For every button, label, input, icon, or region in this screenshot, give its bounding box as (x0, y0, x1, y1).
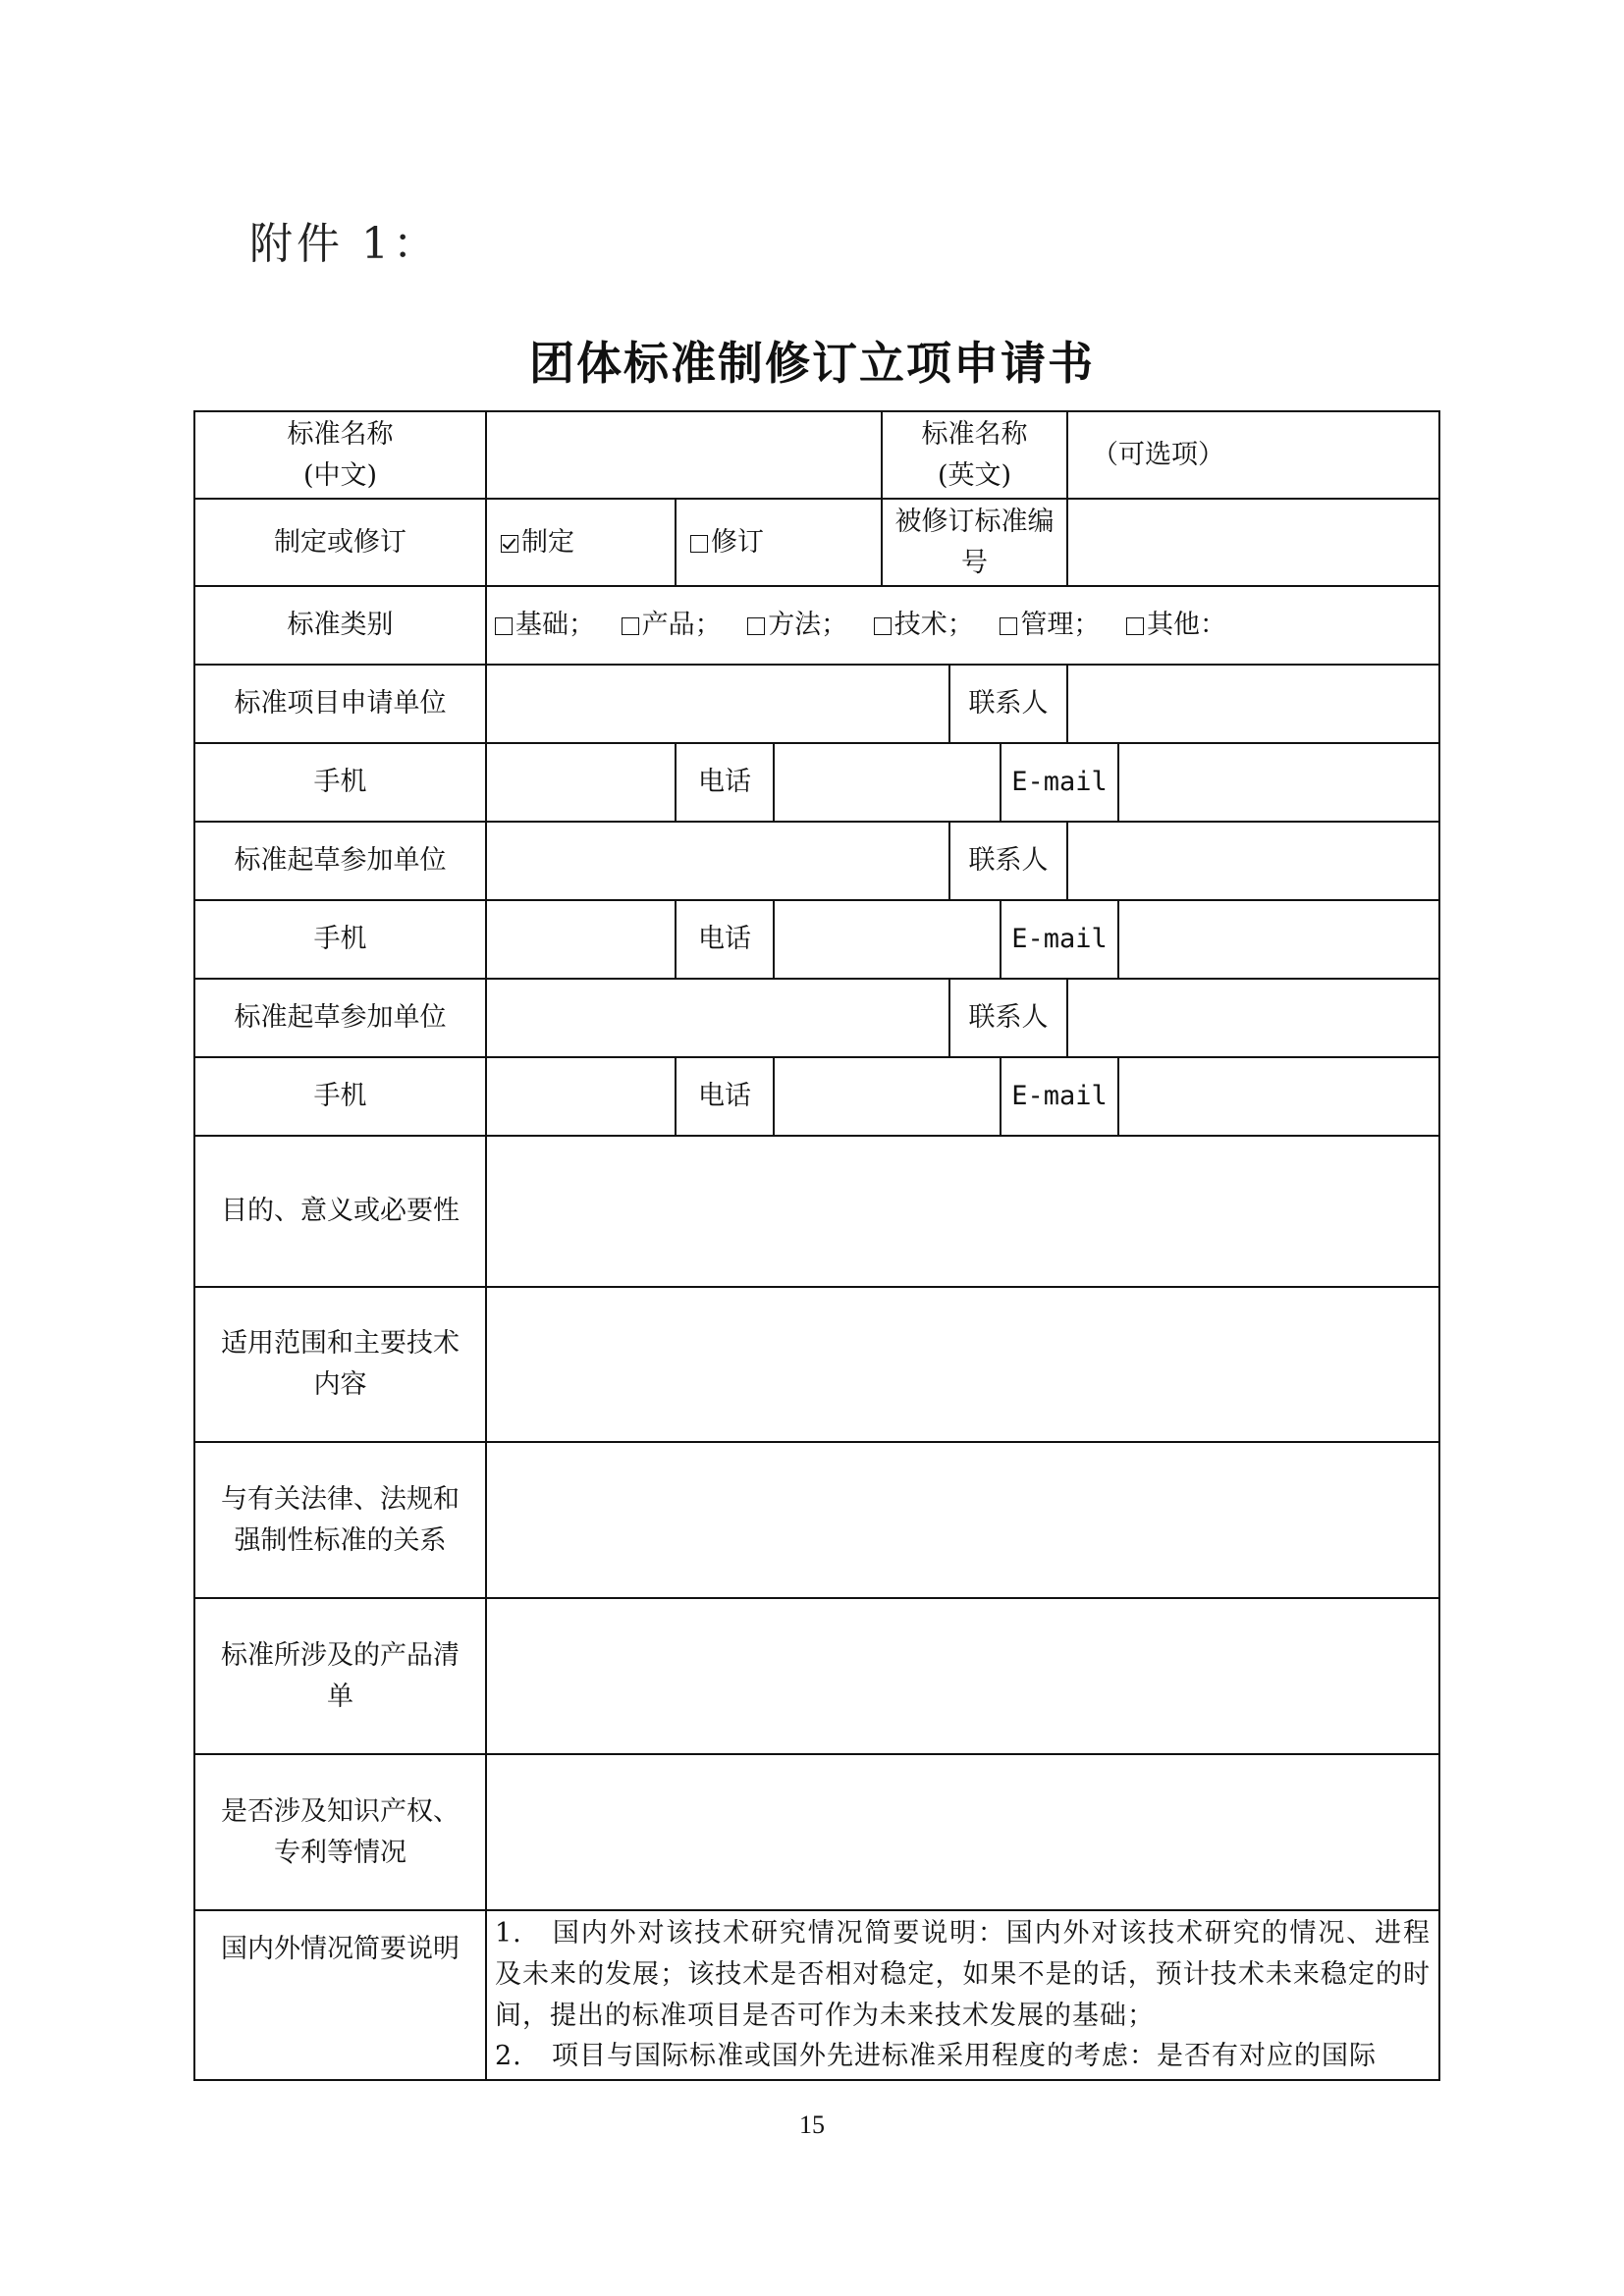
overview-item-1: 1. 国内外对该技术研究情况简要说明：国内外对该技术研究的情况、进程及未来的发展；该技术是否相对稳定，如果不是的话，预计技术未来稳定的时间，提出的标准项目是否可作为未来技术发展的基础； (495, 1917, 1431, 2031)
category-option[interactable]: 管理； (1000, 605, 1100, 646)
type-label: 制定或修订 (194, 499, 486, 586)
email-label: E-mail (1001, 900, 1118, 979)
drafter-label: 标准起草参加单位 (194, 979, 486, 1057)
email-label: E-mail (1001, 1057, 1118, 1136)
mobile-field[interactable] (486, 743, 676, 822)
law-relation-label: 与有关法律、法规和 强制性标准的关系 (194, 1442, 486, 1598)
contact-field[interactable] (1067, 665, 1439, 743)
products-label: 标准所涉及的产品清 单 (194, 1598, 486, 1754)
option-formulate[interactable] (486, 499, 676, 586)
ip-field[interactable] (486, 1754, 1439, 1910)
mobile-field[interactable] (486, 900, 676, 979)
name-cn-field[interactable] (486, 411, 882, 499)
application-form-table (193, 410, 1440, 2081)
applicant-field[interactable] (486, 665, 949, 743)
law-relation-field[interactable] (486, 1442, 1439, 1598)
option-revise[interactable] (676, 499, 882, 586)
drafter-label: 标准起草参加单位 (194, 822, 486, 900)
phone-label: 电话 (676, 743, 774, 822)
page-number: 15 (799, 2110, 825, 2139)
form-title: 团体标准制修订立项申请书 (529, 337, 1095, 390)
name-cn-label: 标准名称 (中文) (194, 411, 486, 499)
category-options (486, 586, 1439, 665)
products-field[interactable] (486, 1598, 1439, 1754)
category-option[interactable]: 基础； (495, 605, 595, 646)
revised-number-field[interactable] (1067, 499, 1439, 586)
overview-field[interactable] (486, 1910, 1439, 2080)
email-field[interactable] (1118, 1057, 1439, 1136)
name-en-hint: （可选项） (1092, 439, 1224, 470)
checkbox-icon[interactable] (1000, 617, 1017, 635)
checkbox-checked-icon[interactable] (501, 535, 518, 553)
checkbox-icon[interactable] (874, 617, 892, 635)
phone-label: 电话 (676, 900, 774, 979)
category-option[interactable]: 其他： (1126, 605, 1226, 646)
name-en-field[interactable] (1067, 411, 1439, 499)
applicant-label: 标准项目申请单位 (194, 665, 486, 743)
phone-field[interactable] (774, 1057, 1001, 1136)
phone-field[interactable] (774, 900, 1001, 979)
checkbox-icon[interactable] (1126, 617, 1144, 635)
email-field[interactable] (1118, 900, 1439, 979)
contact-label: 联系人 (949, 822, 1067, 900)
email-field[interactable] (1118, 743, 1439, 822)
purpose-field[interactable] (486, 1136, 1439, 1287)
scope-field[interactable] (486, 1287, 1439, 1442)
scope-label: 适用范围和主要技术 内容 (194, 1287, 486, 1442)
category-label: 标准类别 (194, 586, 486, 665)
contact-field[interactable] (1067, 979, 1439, 1057)
option-revise-label: 修订 (711, 526, 764, 558)
overview-label: 国内外情况简要说明 (194, 1910, 486, 2080)
contact-label: 联系人 (949, 979, 1067, 1057)
category-option[interactable]: 方法； (747, 605, 847, 646)
attachment-label: 附件 1： (249, 219, 440, 269)
drafter-field[interactable] (486, 822, 949, 900)
overview-item-2: 2. 项目与国际标准或国外先进标准采用程度的考虑：是否有对应的国际 (495, 2041, 1377, 2072)
drafter-field[interactable] (486, 979, 949, 1057)
category-option[interactable]: 技术； (874, 605, 974, 646)
mobile-label: 手机 (194, 743, 486, 822)
checkbox-icon[interactable] (747, 617, 765, 635)
purpose-label: 目的、意义或必要性 (194, 1136, 486, 1287)
checkbox-icon[interactable] (495, 617, 513, 635)
name-en-label: 标准名称 (英文) (882, 411, 1067, 499)
checkbox-icon[interactable] (690, 535, 708, 553)
option-formulate-label: 制定 (521, 526, 574, 558)
contact-label: 联系人 (949, 665, 1067, 743)
email-label: E-mail (1001, 743, 1118, 822)
revised-number-label: 被修订标准编 号 (882, 499, 1067, 586)
mobile-field[interactable] (486, 1057, 676, 1136)
ip-label: 是否涉及知识产权、 专利等情况 (194, 1754, 486, 1910)
category-option[interactable]: 产品； (622, 605, 722, 646)
contact-field[interactable] (1067, 822, 1439, 900)
mobile-label: 手机 (194, 1057, 486, 1136)
mobile-label: 手机 (194, 900, 486, 979)
phone-field[interactable] (774, 743, 1001, 822)
checkbox-icon[interactable] (622, 617, 639, 635)
phone-label: 电话 (676, 1057, 774, 1136)
